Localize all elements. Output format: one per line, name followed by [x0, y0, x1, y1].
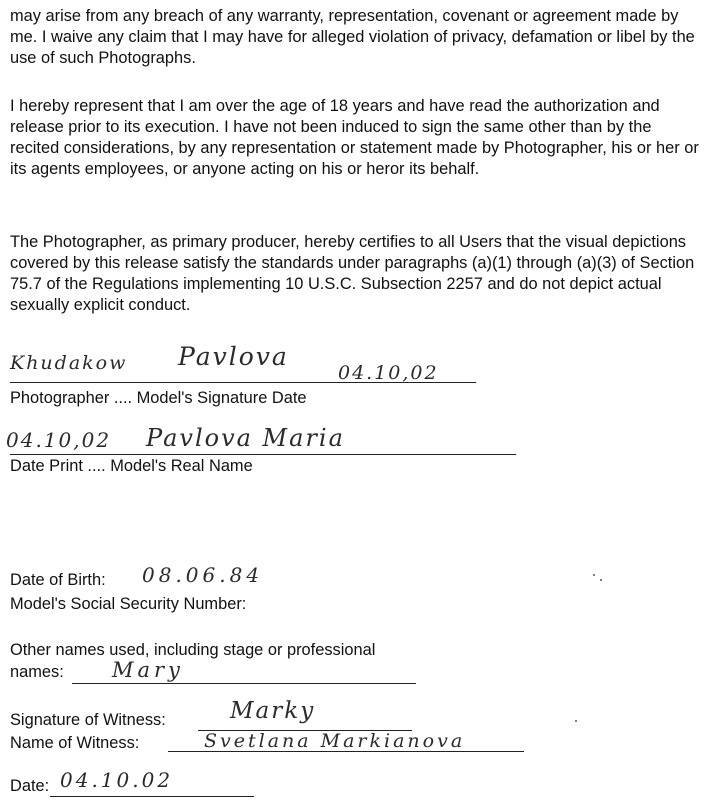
signature-line-2 [10, 454, 516, 455]
signature-line-2-label: Date Print .... Model's Real Name [10, 457, 253, 475]
date-label: Date: [10, 777, 50, 795]
handwritten-signature-date: 04.10,02 [338, 362, 439, 384]
paragraph-breach: may arise from any breach of any warranty, representation, covenant or agreement made by me. I waive any claim that I may have for alleged violation of privacy, defamation or libel by the use of such Photographs. [10, 7, 695, 67]
ssn-label: Model's Social Security Number: [10, 595, 247, 613]
scan-speck [600, 579, 602, 581]
scan-speck [575, 720, 577, 722]
other-names-value: Mary [112, 658, 184, 682]
other-names-line [72, 683, 416, 684]
witness-signature-value: Marky [230, 698, 316, 724]
signature-line-1-label: Photographer .... Model's Signature Date [10, 389, 307, 407]
witness-name-value: Svetlana Markianova [204, 730, 466, 752]
handwritten-model-signature: Pavlova [178, 342, 289, 371]
date-line [50, 796, 254, 797]
date-value: 04.10.02 [60, 768, 174, 792]
handwritten-real-name: Pavlova Maria [146, 424, 345, 452]
witness-name-line [168, 751, 524, 752]
paragraph-representation: I hereby represent that I am over the age of 18 years and have read the authorization and release prior to its execution. I have not been induced to sign the same other than by the recited considerations, by any representation or statement made by Photographer, his or her or its agents employees, or anyone acting on his or heror its behalf. [10, 97, 699, 178]
other-names-label-cont: names: [10, 663, 64, 681]
signature-line-1 [10, 382, 476, 383]
witness-signature-label: Signature of Witness: [10, 711, 166, 729]
other-names-label: Other names used, including stage or professional [10, 641, 376, 659]
handwritten-print-date: 04.10,02 [6, 428, 112, 452]
dob-value: 08.06.84 [142, 563, 264, 587]
witness-name-label: Name of Witness: [10, 734, 140, 752]
handwritten-photographer: Khudakow [10, 352, 128, 374]
paragraph-certification: The Photographer, as primary producer, hereby certifies to all Users that the visual depictions covered by this release satisfy the standards under paragraphs (a)(1) through (a)(3) of Section 75.7 of the Regulations implementing 10 U.S.C. Subsection 2257 and do not depict actual sexually explicit conduct. [10, 233, 695, 314]
dob-label: Date of Birth: [10, 571, 106, 589]
scan-speck [593, 574, 595, 576]
